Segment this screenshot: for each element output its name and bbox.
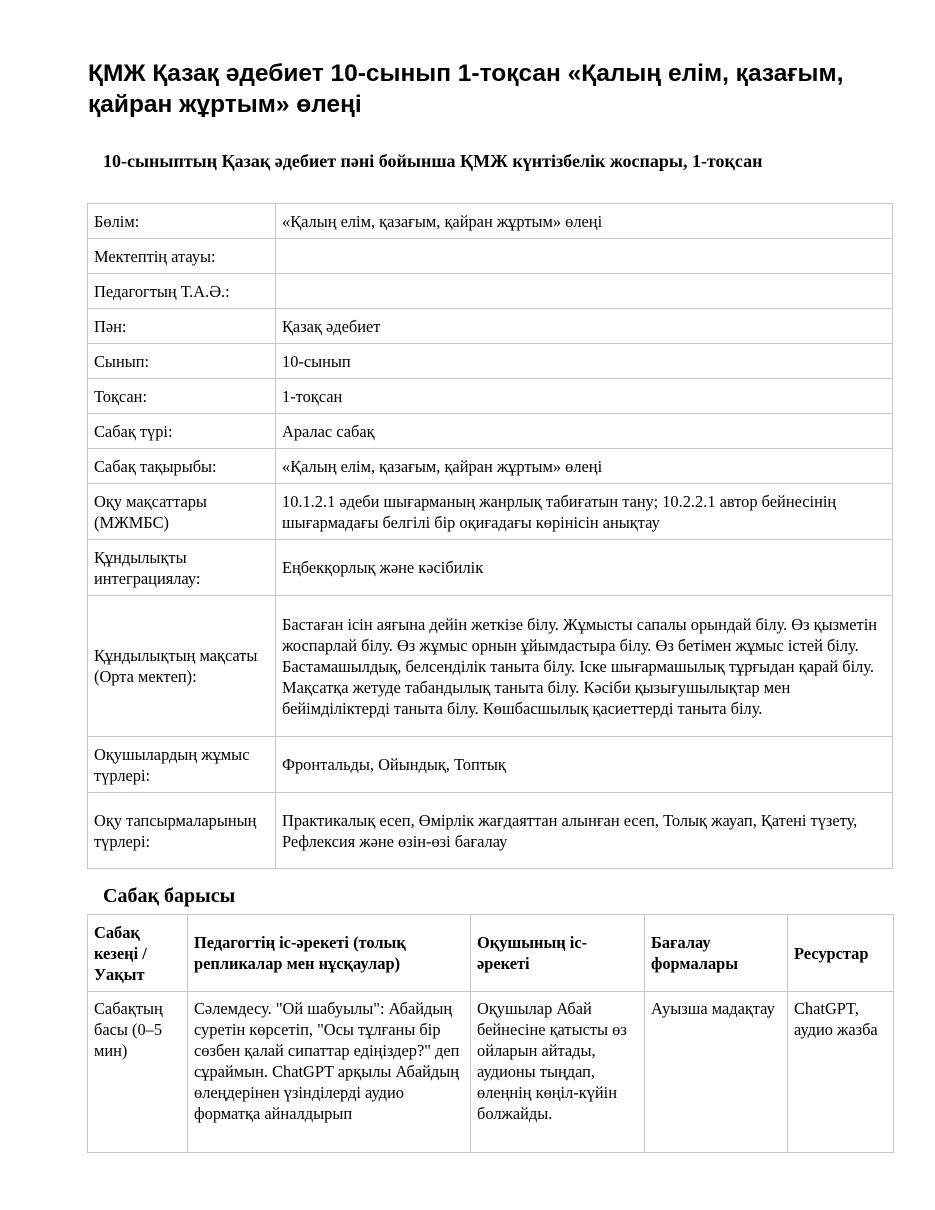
lesson-topic-label: Сабақ тақырыбы:: [88, 449, 276, 484]
lesson-type-label: Сабақ түрі:: [88, 414, 276, 449]
table-row: [88, 449, 893, 484]
column-header-student-activity: Оқушының іс-әрекеті: [471, 915, 645, 992]
subject-value: Қазақ әдебиет: [276, 309, 893, 344]
table-row: [88, 344, 893, 379]
table-row: [88, 309, 893, 344]
column-header-resources: Ресурстар: [788, 915, 894, 992]
table-row: [88, 414, 893, 449]
table-row: [88, 484, 893, 540]
resources-cell: ChatGPT, аудио жазба: [788, 992, 894, 1153]
grade-value: 10-сынып: [276, 344, 893, 379]
school-name-value: [276, 239, 893, 274]
grade-label: Сынып:: [88, 344, 276, 379]
table-row: [88, 540, 893, 596]
work-types-value: Фронтальды, Ойындық, Топтық: [276, 737, 893, 793]
table-row: [88, 596, 893, 737]
table-row: [88, 379, 893, 414]
value-goal-label: Құндылықтың мақсаты (Орта мектеп):: [88, 596, 276, 737]
task-types-label: Оқу тапсырмаларының түрлері:: [88, 793, 276, 869]
section-value: «Қалың елім, қазағым, қайран жұртым» өлеңі: [276, 204, 893, 239]
table-row: [88, 737, 893, 793]
assessment-cell: Ауызша мадақтау: [645, 992, 788, 1153]
learning-objectives-value: 10.1.2.1 әдеби шығарманың жанрлық табиғатын тану; 10.2.2.1 автор бейнесінің шығармадағы белгілі бір оқиғадағы көрінісін анықтау: [276, 484, 893, 540]
lesson-info-table: [87, 203, 893, 869]
school-name-label: Мектептің атауы:: [88, 239, 276, 274]
lesson-flow-heading: Сабақ барысы: [103, 885, 236, 907]
quarter-label: Тоқсан:: [88, 379, 276, 414]
work-types-label: Оқушылардың жұмыс түрлері:: [88, 737, 276, 793]
column-header-assessment: Бағалау формалары: [645, 915, 788, 992]
table-row: [88, 239, 893, 274]
table-row: [88, 274, 893, 309]
teacher-name-label: Педагогтың Т.А.Ә.:: [88, 274, 276, 309]
subject-label: Пән:: [88, 309, 276, 344]
stage-cell: Сабақтың басы (0–5 мин): [88, 992, 188, 1153]
column-header-stage: Сабақ кезеңі / Уақыт: [88, 915, 188, 992]
page-title: ҚМЖ Қазақ әдебиет 10-сынып 1-тоқсан «Қалың елім, қазағым, қайран жұртым» өлеңі: [88, 60, 844, 118]
task-types-value: Практикалық есеп, Өмірлік жағдаяттан алынған есеп, Толық жауап, Қатені түзету, Рефлексия және өзін-өзі бағалау: [276, 793, 893, 869]
value-integration-label: Құндылықты интеграциялау:: [88, 540, 276, 596]
table-row: [88, 204, 893, 239]
student-activity-cell: Оқушылар Абай бейнесіне қатысты өз ойларын айтады, аудионы тыңдап, өлеңнің көңіл-күйін болжайды.: [471, 992, 645, 1153]
table-row: [88, 793, 893, 869]
lesson-type-value: Аралас сабақ: [276, 414, 893, 449]
table-row: [88, 992, 894, 1153]
teacher-activity-cell: Сәлемдесу. "Ой шабуылы": Абайдың суретін көрсетіп, "Осы тұлғаны бір сөзбен қалай сипаттар едіңіздер?" деп сұраймын. ChatGPT арқылы Абайдың өлеңдерінен үзінділерді аудио форматқа айналдырып: [188, 992, 471, 1153]
quarter-value: 1-тоқсан: [276, 379, 893, 414]
lesson-topic-value: «Қалың елім, қазағым, қайран жұртым» өлеңі: [276, 449, 893, 484]
table-header-row: [88, 915, 894, 992]
learning-objectives-label: Оқу мақсаттары (МЖМБС): [88, 484, 276, 540]
plan-subtitle: 10-сыныптың Қазақ әдебиет пәні бойынша ҚМЖ күнтізбелік жоспары, 1-тоқсан: [103, 151, 763, 171]
column-header-teacher-activity: Педагогтің іс-әрекеті (толық репликалар мен нұсқаулар): [188, 915, 471, 992]
teacher-name-value: [276, 274, 893, 309]
value-goal-value: Бастаған ісін аяғына дейін жеткізе білу. Жұмысты сапалы орындай білу. Өз қызметін жоспарлай білу. Өз жұмыс орнын ұйымдастыра білу. Өз бетімен жұмыс істей білу. Бастамашылдық, белсенділік таныта білу. Іске шығармашылық тұрғыдан қарай білу. Мақсатқа жетуде табандылық таныта білу. Кәсіби қызығушылықтар мен бейімділіктерді таныта білу. Көшбасшылық қасиеттерді таныта білу.: [276, 596, 893, 737]
lesson-flow-table: [87, 914, 894, 1153]
value-integration-value: Еңбекқорлық және кәсібилік: [276, 540, 893, 596]
section-label: Бөлім:: [88, 204, 276, 239]
